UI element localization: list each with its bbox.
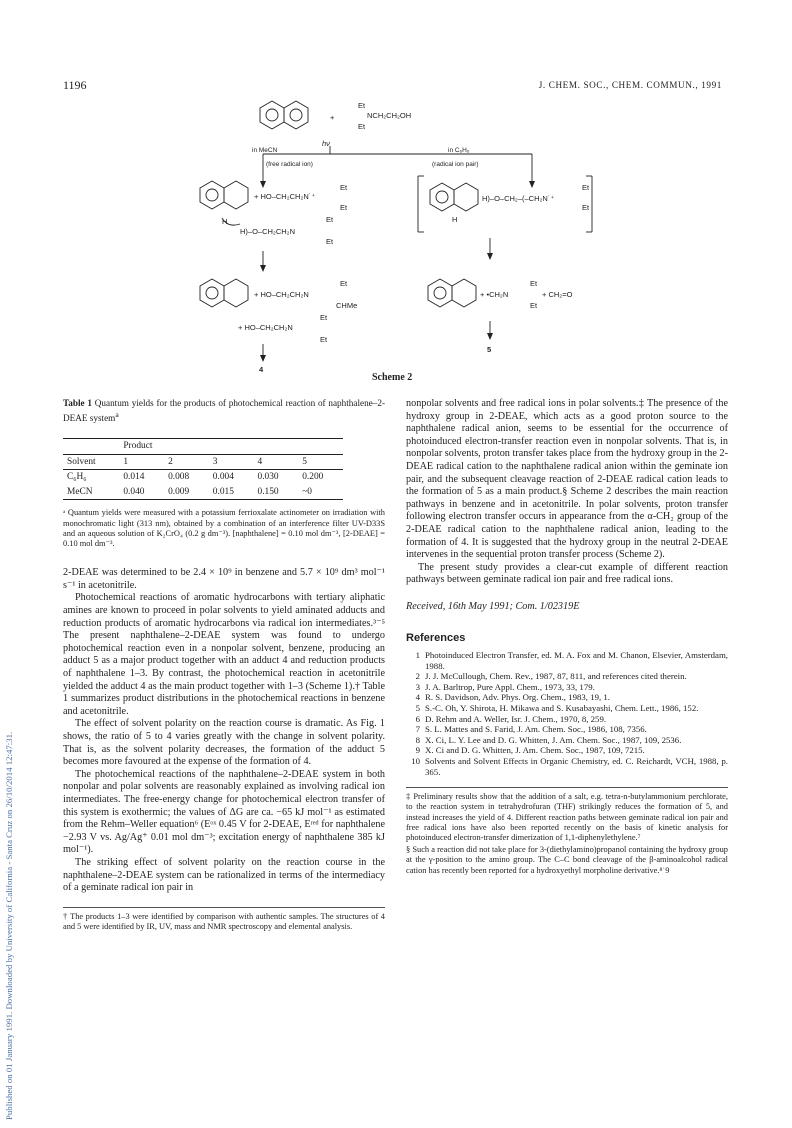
reference-text: Photoinduced Electron Transfer, ed. M. A. Fox and M. Chanon, Elsevier, Amsterdam, 1988. bbox=[425, 650, 728, 671]
body-paragraph: The striking effect of solvent polarity on the reaction course in the naphthalene–2-DEAE system can be rationalized in terms of the intermediacy of a geminate radical ion pair in bbox=[63, 856, 385, 894]
row2-left-et: Et bbox=[340, 279, 348, 288]
reference-item bbox=[406, 650, 728, 671]
row2-left: + HO–CH₂CH₂N bbox=[254, 290, 309, 299]
reference-number: 5 bbox=[415, 703, 420, 714]
table-caption-label: Table 1 bbox=[63, 398, 92, 408]
footnote-divider bbox=[63, 907, 385, 908]
download-watermark bbox=[0, 0, 22, 1128]
right-column bbox=[406, 398, 728, 876]
table-col-header: 4 bbox=[257, 456, 263, 467]
row1-left-et2: Et bbox=[340, 203, 348, 212]
table-cell: 0.014 bbox=[123, 472, 145, 483]
row2-right-ch2o: + CH₂=O bbox=[542, 290, 573, 299]
table-group-header: Product bbox=[123, 441, 153, 452]
quantum-yield-table bbox=[63, 438, 343, 500]
reference-text: D. Rehm and A. Weller, Isr. J. Chem., 1970, 8, 259. bbox=[425, 713, 607, 724]
row2-left-chme: CHMe bbox=[336, 301, 358, 310]
row1-left: + HO–CH₂CH₂N˙⁺ bbox=[254, 192, 316, 201]
row1-right: H)–O–CH₂–(–CH₂N˙⁺ bbox=[482, 194, 555, 203]
reference-item bbox=[406, 671, 728, 682]
row1-left-et1: Et bbox=[340, 183, 348, 192]
references-heading: References bbox=[406, 631, 466, 644]
table-footnote: ᵃ Quantum yields were measured with a potassium ferrioxalate actinometer on irradiation with monochromatic light (313 nm), obtained by a combination of an interference filter UV-D33S and an aqueous solution of K₂CrO₄ (0.2 g dm⁻³). [naphthalene] = 0.10 mol dm⁻³, [2-DEAE] = 0.10 mol dm⁻³. bbox=[63, 508, 385, 549]
table-col-header: 5 bbox=[302, 456, 307, 467]
row2-right-et1: Et bbox=[530, 279, 538, 288]
row3-left: + HO–CH₂CH₂N bbox=[238, 323, 293, 332]
table-row bbox=[63, 470, 343, 485]
table-cell: 0.030 bbox=[257, 472, 279, 483]
reference-text: X. Ci, L. Y. Lee and D. G. Whitten, J. Am. Chem. Soc., 1987, 109, 2536. bbox=[425, 734, 682, 745]
table-cell: 0.040 bbox=[123, 486, 145, 497]
reference-number: 9 bbox=[415, 745, 420, 756]
row1b-et1: Et bbox=[326, 215, 334, 224]
row2-right-et2: Et bbox=[530, 301, 538, 310]
reference-item bbox=[406, 692, 728, 703]
reference-item bbox=[406, 682, 728, 693]
reference-text: J. J. McCullough, Chem. Rev., 1987, 87, 811, and references cited therein. bbox=[425, 671, 687, 682]
reference-item bbox=[406, 724, 728, 735]
reference-number: 3 bbox=[415, 681, 420, 692]
row1-right-h: H bbox=[452, 215, 458, 224]
scheme-label: Scheme 2 bbox=[372, 372, 413, 383]
reference-number: 10 bbox=[411, 756, 420, 767]
left-type: (free radical ion) bbox=[266, 161, 313, 168]
reference-text: Solvents and Solvent Effects in Organic Chemistry, ed. C. Reichardt, VCH, 1988, p. 365. bbox=[425, 756, 728, 777]
table-col-header: Solvent bbox=[67, 456, 96, 467]
journal-header: J. CHEM. SOC., CHEM. COMMUN., 1991 bbox=[538, 80, 722, 90]
received-line: Received, 16th May 1991; Com. 1/02319E bbox=[406, 600, 580, 612]
table-cell: ~0 bbox=[302, 486, 312, 497]
scheme-et-top: Et bbox=[358, 101, 366, 110]
row1-right-et1: Et bbox=[582, 183, 590, 192]
row3-left-et1: Et bbox=[320, 313, 328, 322]
scheme-amine: NCH₂CH₂OH bbox=[367, 111, 412, 120]
product-4-label: 4 bbox=[259, 365, 264, 374]
reference-number: 4 bbox=[415, 692, 420, 703]
footnote-divider bbox=[406, 787, 728, 788]
reference-text: J. A. Barltrop, Pure Appl. Chem., 1973, 33, 179. bbox=[425, 681, 595, 692]
footnote-section: § Such a reaction did not take place for 3-(diethylamino)propanol containing the hydroxy group at the γ-position to the amino group. The C–C bond cleavage of the β-aminoalcohol radical cation has recently been reported for a hydroxyethyl morpholine derivative.⁸˙9 bbox=[406, 845, 728, 875]
download-note: Published on 01 January 1991. Downloaded by University of California - Santa Cruz on 26/10/2014 12:47:31. bbox=[4, 731, 14, 1120]
table-cell: 0.004 bbox=[212, 472, 234, 483]
table-col-header: 1 bbox=[123, 456, 129, 467]
row1b-et2: Et bbox=[326, 237, 334, 246]
table-cell: 0.009 bbox=[168, 486, 190, 497]
page-number: 1196 bbox=[63, 78, 87, 92]
row3-left-et2: Et bbox=[320, 335, 328, 344]
reference-item bbox=[406, 756, 728, 777]
table-col-header: 2 bbox=[168, 456, 173, 467]
product-5-label: 5 bbox=[487, 345, 492, 354]
body-paragraph: nonpolar solvents and free radical ions in polar solvents.‡ The presence of the hydroxy group in 2-DEAE, which acts as a good proton source to the naphthalene radical anion, seems to be essential for the occurrence of photoinduced electron-transfer reaction even in nonpolar solvents. That is, in nonpolar solvents, proton transfer takes place from the hydroxy group in the 2-DEAE radical cation to the naphthalene radical anion within the geminate ion pair, and the subsequent cleavage reaction of 2-DEAE radical cation leads to the formation of 5 as a main product.§ Scheme 2 describes the main reaction pathways in benzene and in acetonitrile. In polar solvents, proton transfer following electron transfer occurs in appearance from the α-CH₂ group of the 2-DEAE radical cation to the naphthalene radical anion, leading to the formation of 4. It is suggested that the hydroxy group in the neutral 2-DEAE intervenes in the sequential proton transfer process (Scheme 2). bbox=[406, 398, 728, 561]
table-cell: 0.015 bbox=[212, 486, 234, 497]
reference-item bbox=[406, 735, 728, 746]
table-col-header: 3 bbox=[212, 456, 218, 467]
table-cell: C₆H₆ bbox=[67, 472, 87, 483]
scheme-hv: hν bbox=[322, 139, 330, 148]
reference-text: S.-C. Oh, Y. Shirota, H. Mikawa and S. Kusabayashi, Chem. Lett., 1986, 152. bbox=[425, 703, 699, 714]
reference-item bbox=[406, 745, 728, 756]
scheme-et-bot: Et bbox=[358, 122, 366, 131]
row1b: H)–O–CH₂CH₂N bbox=[240, 227, 295, 236]
table-cell: 0.008 bbox=[168, 472, 190, 483]
body-paragraph: The present study provides a clear-cut example of different reaction pathways between geminate radical ion pair and free radical ions. bbox=[406, 561, 728, 586]
footnote-double-dagger: ‡ Preliminary results show that the addition of a salt, e.g. tetra-n-butylammonium perchlorate, to the reaction system in tetrahydrofuran (THF) strikingly reduces the formation of 5, and instead increases the yield of 4. Different reaction paths between geminate radical ion pair and free radical ions have also been reported recently on the basis of kinetic analysis for photoinduced electron-transfer dimerization of 1,1-diphenylethylene.⁷ bbox=[406, 792, 728, 843]
left-column bbox=[63, 398, 385, 932]
reaction-scheme bbox=[160, 96, 620, 386]
table-caption bbox=[63, 398, 385, 424]
scheme-plus: + bbox=[330, 113, 335, 122]
reference-number: 8 bbox=[415, 734, 420, 745]
reference-number: 7 bbox=[415, 724, 420, 735]
right-type: (radical ion pair) bbox=[432, 161, 479, 168]
reference-number: 6 bbox=[415, 713, 420, 724]
body-paragraph: 2-DEAE was determined to be 2.4 × 10⁹ in benzene and 5.7 × 10⁹ dm³ mol⁻¹ s⁻¹ in acetonitrile. bbox=[63, 567, 385, 591]
reference-number: 2 bbox=[415, 671, 420, 682]
body-paragraph: The photochemical reactions of the naphthalene–2-DEAE system in both nonpolar and polar solvents are reasonably explained as involving radical ion intermediates. The free-energy change for photochemical electron transfer of this system is exothermic; the values of ΔG are ca. −65 kJ mol⁻¹ as estimated from the Rehm–Weller equation⁶ (Eᵒˣ 0.45 V for 2-DEAE, Eʳᵉᵈ for naphthalene −2.93 V vs. Ag/Ag⁺ 0.01 mol dm⁻³; excitation energy of naphthalene 385 kJ mol⁻¹). bbox=[63, 768, 385, 856]
table-cell: 0.200 bbox=[302, 472, 324, 483]
reference-text: X. Ci and D. G. Whitten, J. Am. Chem. Soc., 1987, 109, 7215. bbox=[425, 745, 645, 756]
row1-left-h: H bbox=[222, 217, 228, 226]
table-cell: 0.150 bbox=[257, 486, 279, 497]
body-paragraph: The effect of solvent polarity on the reaction course is dramatic. As Fig. 1 shows, the ratio of 5 to 4 varies greatly with the change in solvent polarity. That is, as the solvent polarity decreases, the formation of the adduct 5 becomes more favoured at the expense of the formation of 4. bbox=[63, 718, 385, 768]
reference-item bbox=[406, 714, 728, 725]
table-caption-text: Quantum yields for the products of photochemical reaction of naphthalene–2-DEAE system bbox=[63, 398, 386, 424]
reference-item bbox=[406, 703, 728, 714]
row2-right: + •CH₂N bbox=[480, 290, 509, 299]
table-caption-sup: a bbox=[115, 410, 119, 419]
footnote-dagger: † The products 1–3 were identified by comparison with authentic samples. The structures of 4 and 5 were identified by IR, UV, mass and NMR spectroscopy and elemental analysis. bbox=[63, 911, 385, 931]
left-solvent: in MeCN bbox=[252, 147, 278, 154]
right-solvent: in C₆H₆ bbox=[448, 147, 470, 154]
reference-text: S. L. Mattes and S. Farid, J. Am. Chem. Soc., 1986, 108, 7356. bbox=[425, 724, 647, 735]
reference-number: 1 bbox=[415, 650, 420, 661]
row1-right-et2: Et bbox=[582, 203, 590, 212]
body-paragraph: Photochemical reactions of aromatic hydrocarbons with tertiary aliphatic amines are known to proceed in polar solvents to yield aminated adducts and reduction products of aromatic hydrocarbons via radical ion intermediates.³⁻⁵ The present naphthalene–2-DEAE system was found to undergo photochemical reaction even in a nonpolar solvent, benzene, producing an adduct 5 as a major product together with an adduct 4 and reduction products of naphthalene 1–3. By contrast, the photochemical reaction in acetonitrile yielded the adduct 4 as the main product together with 1–3 (Scheme 1).† Table 1 summarizes product distributions in the photochemical reactions in benzene and acetonitrile. bbox=[63, 592, 385, 717]
reference-text: R. S. Davidson, Adv. Phys. Org. Chem., 1983, 19, 1. bbox=[425, 692, 610, 703]
table-cell: MeCN bbox=[67, 486, 93, 497]
table-row bbox=[63, 485, 343, 500]
